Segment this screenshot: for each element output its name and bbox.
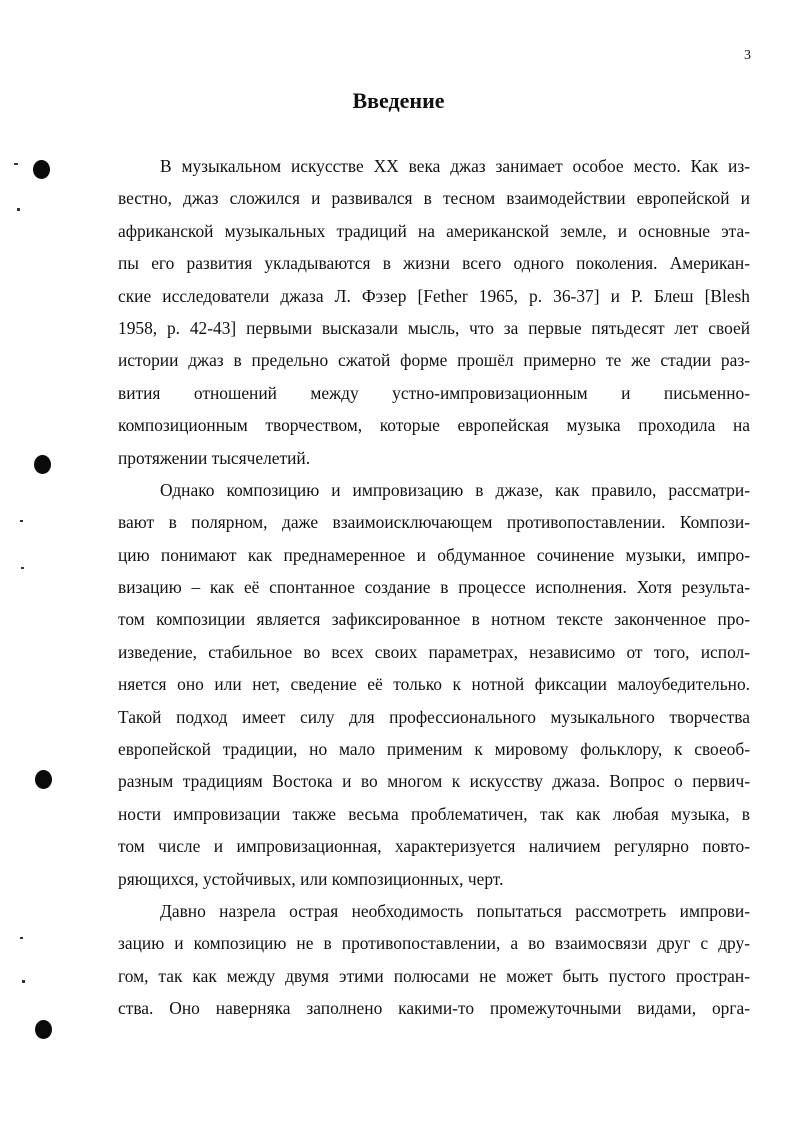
body-text (118, 150, 750, 1025)
paragraph-1 (118, 150, 750, 474)
text-line: ряющихся, устойчивых, или композиционных, черт. (118, 868, 504, 889)
text-line: няется оно или нет, сведение её только к нотной фиксации малоубедительно. (118, 674, 750, 695)
text-line: композиционным творчеством, которые европейская музыка проходила на (118, 415, 750, 436)
scan-speck (17, 208, 20, 211)
text-line: Такой подход имеет силу для профессионального музыкального творчества (118, 706, 750, 727)
punch-hole (35, 1020, 52, 1039)
text-line: африканской музыкальных традиций на американской земле, и основные эта- (118, 220, 750, 241)
text-line: 1958, p. 42-43] первыми высказали мысль, что за первые пятьдесят лет своей (118, 317, 750, 338)
text-line: ности импровизации также весьма проблематичен, так как любая музыка, в (118, 803, 750, 824)
text-line: В музыкальном искусстве XX века джаз занимает особое место. Как из- (160, 156, 750, 176)
text-line: истории джаз в предельно сжатой форме прошёл примерно те же стадии раз- (118, 350, 750, 371)
page-title: Введение (352, 88, 445, 113)
text-line: вестно, джаз сложился и развивался в тесном взаимодействии европейской и (118, 188, 750, 209)
scan-speck (22, 980, 25, 983)
paragraph-2 (118, 474, 750, 895)
text-line: вития отношений между устно-импровизационным и письменно- (118, 382, 750, 403)
text-line: том числе и импровизационная, характеризуется наличием регулярно повто- (118, 836, 750, 857)
scan-speck (20, 520, 23, 522)
punch-hole (35, 770, 52, 789)
text-line: разным традициям Востока и во многом к искусству джаза. Вопрос о первич- (118, 771, 750, 792)
text-line: том композиции является зафиксированное в нотном тексте законченное про- (118, 609, 750, 630)
text-line: пы его развития укладываются в жизни всего одного поколения. Американ- (118, 253, 750, 274)
paragraph-3 (118, 895, 750, 1025)
text-line: изведение, стабильное во всех своих параметрах, независимо от того, испол- (118, 641, 750, 662)
punch-hole (33, 160, 50, 179)
text-line: протяжении тысячелетий. (118, 447, 311, 468)
text-line: Однако композицию и импровизацию в джазе, как правило, рассматри- (160, 479, 750, 500)
text-line: гом, так как между двумя этими полюсами не может быть пустого простран- (118, 965, 750, 986)
text-line: вают в полярном, даже взаимоисключающем противопоставлении. Компози- (118, 512, 750, 533)
text-line: ские исследователи джаза Л. Фэзер [Fether 1965, p. 36-37] и Р. Блеш [Blesh (118, 285, 750, 306)
scan-speck (14, 163, 18, 165)
text-line: Давно назрела острая необходимость попытаться рассмотреть импрови- (160, 900, 750, 921)
text-line: цию понимают как преднамеренное и обдуманное сочинение музыки, импро- (118, 544, 750, 565)
text-line: зацию и композицию не в противопоставлении, а во взаимосвязи друг с дру- (118, 933, 750, 954)
text-line: ства. Оно наверняка заполнено какими-то промежуточными видами, орга- (118, 998, 750, 1019)
scan-speck (20, 937, 23, 939)
punch-hole (34, 455, 51, 474)
page-number: 3 (744, 48, 751, 63)
scan-speck (21, 567, 24, 569)
text-line: визацию – как её спонтанное создание в процессе исполнения. Хотя результа- (118, 577, 750, 598)
text-line: европейской традиции, но мало применим к мировому фольклору, к своеоб- (118, 739, 750, 760)
